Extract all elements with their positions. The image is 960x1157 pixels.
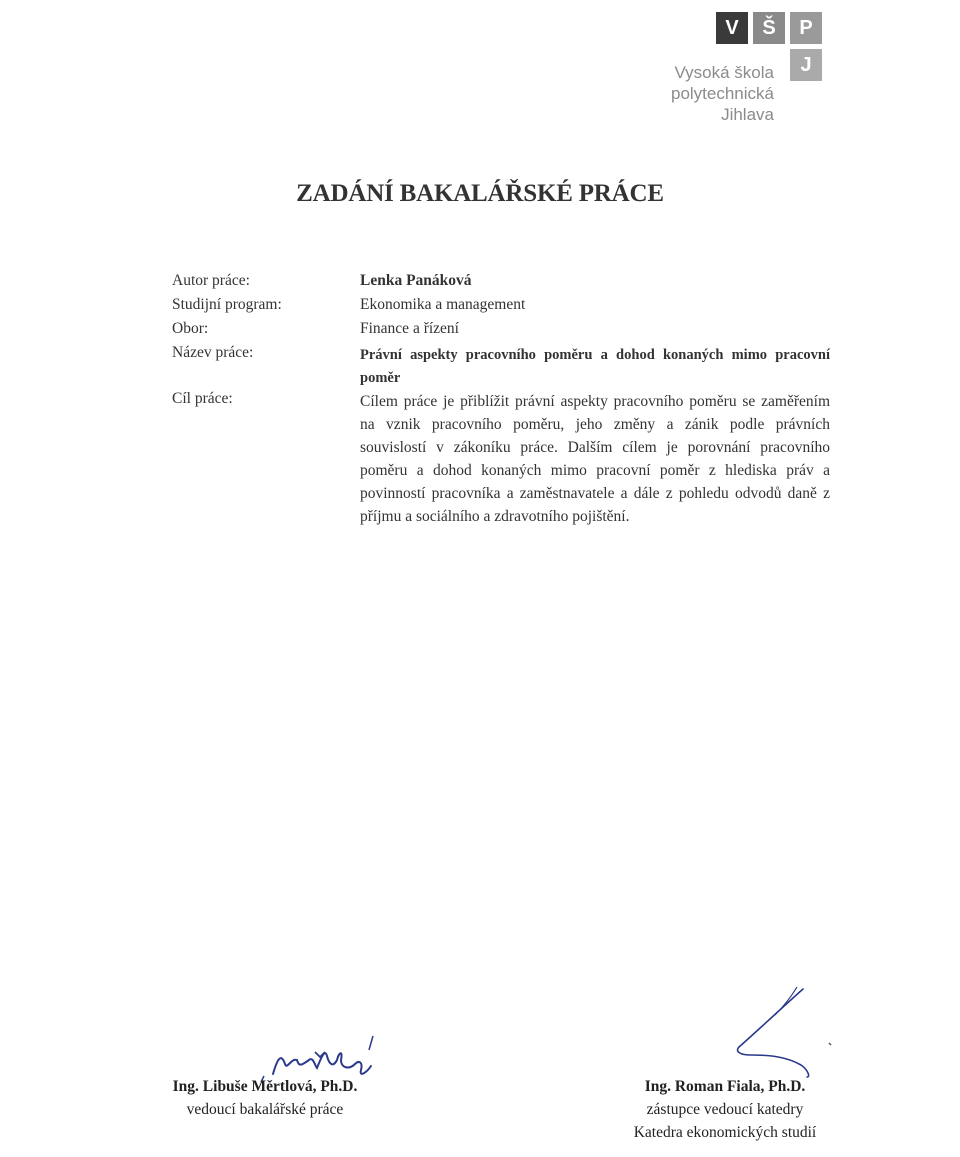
logo-line-1: Vysoká škola: [674, 63, 774, 82]
thesis-title-label: Název práce:: [172, 344, 254, 361]
program-value: Ekonomika a management: [360, 296, 526, 313]
thesis-title-value: Právní aspekty pracovního poměru a dohod konaných mimo pracovní poměr: [360, 347, 830, 386]
supervisor-role: vedoucí bakalářské práce: [186, 1101, 344, 1118]
logo-line-2: polytechnická: [670, 84, 774, 103]
author-label: Autor práce:: [172, 272, 250, 289]
logo-letter-v: V: [716, 12, 748, 44]
page-title: ZADÁNÍ BAKALÁŘSKÉ PRÁCE: [296, 180, 664, 207]
university-logo: [640, 8, 840, 138]
supervisor-name: Ing. Libuše Měrtlová, Ph.D.: [172, 1078, 358, 1095]
logo-text: [671, 62, 774, 125]
author-value: Lenka Panáková: [360, 272, 472, 289]
program-label: Studijní program:: [172, 296, 282, 313]
deputy-signature: [725, 985, 840, 1080]
logo-letter-s: Š: [753, 12, 785, 44]
goal-value: Cílem práce je přiblížit právní aspekty pracovního poměru se zaměřením na vznik pracovního poměru, jeho změny a zánik podle právních souvislostí v zákoníku práce. Dalším cílem je porovnání pracovního poměru a dohod konaných mimo pracovní poměr z hlediska práv a povinností pracovníka a zaměstnavatele a dále z pohledu odvodů daně z příjmu a sociálního a zdravotního pojištění.: [360, 393, 830, 525]
department-name: Katedra ekonomických studií: [633, 1124, 817, 1141]
deputy-role: zástupce vedoucí katedry: [646, 1101, 804, 1118]
deputy-block: [600, 1075, 850, 1144]
logo-line-3: Jihlava: [721, 105, 774, 124]
field-label: Obor:: [172, 320, 209, 337]
goal-label: Cíl práce:: [172, 390, 233, 407]
field-value: Finance a řízení: [360, 320, 459, 337]
logo-letter-j: J: [790, 49, 822, 81]
deputy-name: Ing. Roman Fiala, Ph.D.: [644, 1078, 806, 1095]
logo-letter-p: P: [790, 12, 822, 44]
supervisor-block: [150, 1075, 380, 1121]
